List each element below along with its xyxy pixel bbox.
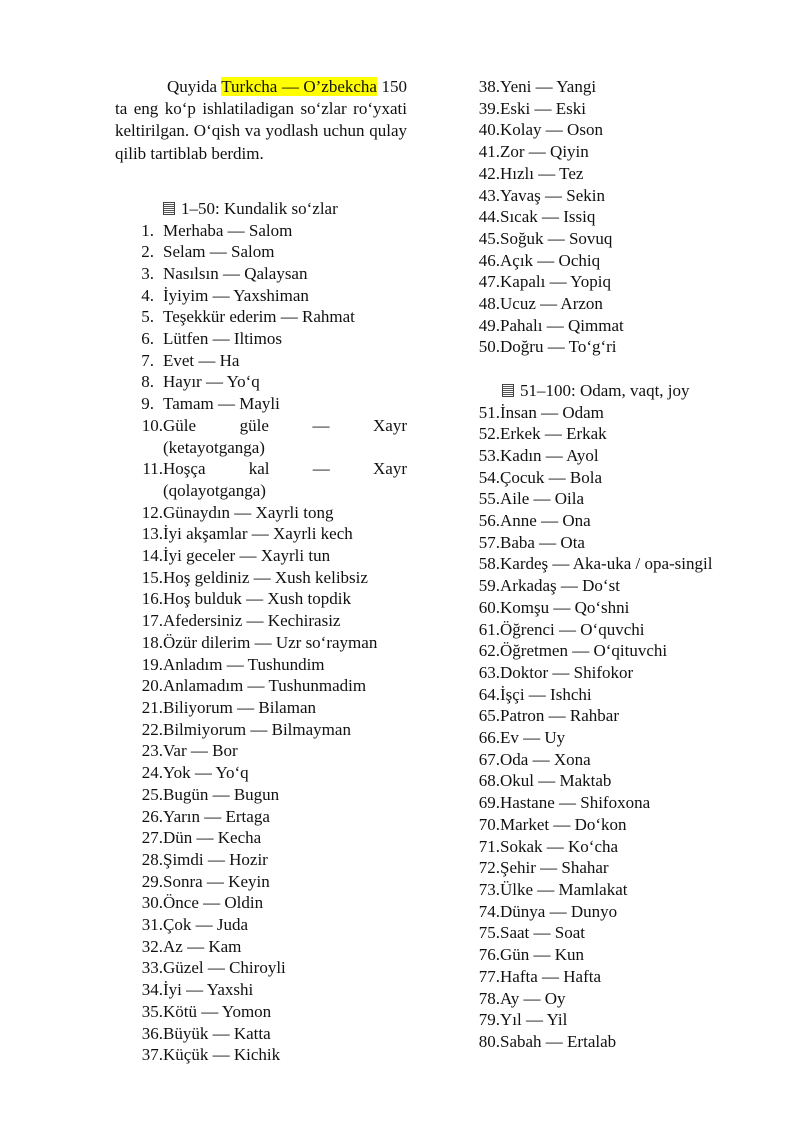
item-number: 42. <box>478 163 500 183</box>
list-item <box>115 415 407 458</box>
item-number: 28. <box>141 849 163 869</box>
item-text: Okul — Maktab <box>500 771 612 791</box>
item-text: Doktor — Shifokor <box>500 662 634 682</box>
item-text: Saat — Soat <box>500 923 585 943</box>
item-text: Hızlı — Tez <box>500 163 584 183</box>
list-item <box>476 1031 776 1053</box>
item-text: Ülke — Mamlakat <box>500 880 628 899</box>
item-text: Soğuk — Sovuq <box>500 228 613 248</box>
item-number: 10. <box>141 415 163 435</box>
list-item <box>476 445 776 467</box>
item-text: İyi — Yaxshi <box>163 980 254 1000</box>
section-heading-daily-words <box>115 198 407 220</box>
word-list-right-bottom <box>476 402 776 1053</box>
list-item <box>115 979 407 1001</box>
item-text: Çocuk — Bola <box>500 467 602 487</box>
section-heading-people-time-place <box>476 380 776 402</box>
item-text: Büyük — Katta <box>163 1023 271 1043</box>
list-item <box>476 488 776 510</box>
list-item <box>476 98 776 120</box>
item-text: Yavaş — Sekin <box>500 185 606 205</box>
item-number: 56. <box>478 511 500 531</box>
item-number: 66. <box>478 728 500 748</box>
item-number: 38. <box>478 77 500 96</box>
list-item <box>476 662 776 684</box>
list-item <box>115 957 407 979</box>
item-text: Kapalı — Yopiq <box>500 272 611 292</box>
list-item <box>115 806 407 828</box>
intro-lead-text: Quyida <box>167 77 222 96</box>
list-item <box>115 936 407 958</box>
item-text: Bilmiyorum — Bilmayman <box>163 719 351 739</box>
item-number: 6. <box>141 329 154 349</box>
item-number: 41. <box>478 142 500 162</box>
item-text: Küçük — Kichik <box>163 1045 281 1065</box>
item-text: Merhaba — Salom <box>163 220 293 240</box>
item-number: 3. <box>141 263 154 283</box>
item-text: Açık — Ochiq <box>500 250 601 270</box>
item-text: Öğrenci — O‘quvchi <box>500 619 645 639</box>
list-item <box>115 719 407 741</box>
item-number: 44. <box>478 207 500 227</box>
item-number: 36. <box>141 1023 163 1043</box>
item-text: Market — Do‘kon <box>500 814 627 834</box>
item-text: Sabah — Ertalab <box>500 1031 617 1051</box>
list-item <box>115 523 407 545</box>
word-list-right-top <box>476 76 776 358</box>
list-item <box>476 619 776 641</box>
item-text: Sıcak — Issiq <box>500 207 596 227</box>
item-text: Yıl — Yil <box>500 1010 568 1030</box>
item-text: Arkadaş — Do‘st <box>500 576 620 596</box>
item-number: 58. <box>478 554 500 574</box>
item-number: 63. <box>478 662 500 682</box>
list-item <box>476 792 776 814</box>
item-number: 48. <box>478 294 500 314</box>
list-item <box>476 944 776 966</box>
item-text: Teşekkür ederim — Rahmat <box>163 307 355 327</box>
item-text: Yeni — Yangi <box>500 77 597 96</box>
list-item <box>476 988 776 1010</box>
item-text: Çok — Juda <box>163 915 248 935</box>
list-item <box>476 532 776 554</box>
item-number: 31. <box>141 915 163 935</box>
item-number: 52. <box>478 424 500 444</box>
item-text-line: (ketayotganga) <box>163 437 265 457</box>
item-number: 45. <box>478 228 500 248</box>
list-item <box>476 597 776 619</box>
item-number: 15. <box>141 567 163 587</box>
item-text: Güzel — Chiroyli <box>163 958 286 978</box>
item-word: Xayr <box>373 459 407 479</box>
item-word: Xayr <box>373 415 407 435</box>
book-icon <box>163 202 175 215</box>
list-item <box>476 163 776 185</box>
list-item <box>115 654 407 676</box>
section-heading-text: 51–100: Odam, vaqt, joy <box>520 380 690 400</box>
list-item <box>115 632 407 654</box>
item-number: 17. <box>141 611 163 631</box>
list-item <box>476 814 776 836</box>
item-word: Hoşça <box>163 459 206 479</box>
list-item <box>115 762 407 784</box>
item-number: 27. <box>141 828 163 848</box>
list-item <box>476 185 776 207</box>
item-number: 78. <box>478 988 500 1008</box>
item-number: 73. <box>478 880 500 899</box>
item-number: 25. <box>141 784 163 804</box>
list-item <box>476 1009 776 1031</box>
item-number: 35. <box>141 1001 163 1021</box>
item-word: güle <box>239 415 269 435</box>
list-item <box>115 827 407 849</box>
list-item <box>476 836 776 858</box>
item-text: Ucuz — Arzon <box>500 294 603 314</box>
item-number: 65. <box>478 706 500 726</box>
list-item <box>115 610 407 632</box>
list-item <box>115 1023 407 1045</box>
item-number: 62. <box>478 641 500 661</box>
list-item <box>476 857 776 879</box>
item-number: 24. <box>141 763 163 783</box>
item-text: Erkek — Erkak <box>500 424 607 444</box>
item-number: 60. <box>478 597 500 617</box>
item-number: 22. <box>141 719 163 739</box>
list-item <box>476 922 776 944</box>
item-number: 12. <box>141 502 163 522</box>
item-text: Şehir — Shahar <box>500 858 609 878</box>
left-column <box>115 76 407 1066</box>
item-number: 43. <box>478 185 500 205</box>
item-number: 1. <box>141 220 154 240</box>
item-text: Patron — Rahbar <box>500 706 619 726</box>
item-number: 79. <box>478 1010 500 1030</box>
word-list-left <box>115 220 407 1066</box>
item-number: 80. <box>478 1031 500 1051</box>
item-text: Az — Kam <box>163 936 242 956</box>
list-item <box>115 914 407 936</box>
item-number: 50. <box>478 337 500 357</box>
item-text: İyi akşamlar — Xayrli kech <box>163 524 353 544</box>
item-number: 49. <box>478 315 500 335</box>
item-word: — <box>312 415 330 435</box>
item-number: 9. <box>141 394 154 414</box>
list-item <box>115 393 407 415</box>
item-text: Pahalı — Qimmat <box>500 315 624 335</box>
list-item <box>115 285 407 307</box>
list-item <box>115 697 407 719</box>
item-number: 29. <box>141 871 163 891</box>
item-number: 68. <box>478 771 500 791</box>
list-item <box>115 1044 407 1066</box>
list-item <box>476 315 776 337</box>
item-number: 30. <box>141 893 163 913</box>
list-item <box>476 684 776 706</box>
item-text-line <box>163 415 407 437</box>
item-text: Yarın — Ertaga <box>163 806 270 826</box>
item-word: — <box>312 459 330 479</box>
item-number: 21. <box>141 697 163 717</box>
list-item <box>476 402 776 424</box>
item-text: Kötü — Yomon <box>163 1001 272 1021</box>
item-text: Hoş bulduk — Xush topdik <box>163 589 351 609</box>
item-number: 71. <box>478 836 500 856</box>
item-text: Şimdi — Hozir <box>163 849 268 869</box>
list-item <box>115 306 407 328</box>
list-item <box>476 727 776 749</box>
item-number: 8. <box>141 372 154 392</box>
list-item <box>115 588 407 610</box>
item-text: Biliyorum — Bilaman <box>163 697 316 717</box>
item-text-line <box>163 458 407 480</box>
intro-body-text: 150 ta eng ko‘p ishlatiladigan so‘zlar ro‘yxati keltirilgan. O‘qish va yodlash uchun qulay qilib tartiblab berdim. <box>115 77 407 163</box>
item-text: Var — Bor <box>163 741 238 761</box>
item-text: Hayır — Yo‘q <box>163 372 260 392</box>
item-number: 46. <box>478 250 500 270</box>
item-text: Selam — Salom <box>163 242 275 262</box>
item-number: 40. <box>478 120 500 140</box>
item-text: İyi geceler — Xayrli tun <box>163 546 331 566</box>
item-number: 23. <box>141 741 163 761</box>
item-text: Kardeş — Aka-uka / opa-singil <box>500 554 713 574</box>
item-number: 75. <box>478 923 500 943</box>
item-text: Bugün — Bugun <box>163 784 280 804</box>
item-number: 34. <box>141 980 163 1000</box>
item-text: Gün — Kun <box>500 945 585 965</box>
item-text: Hafta — Hafta <box>500 966 602 986</box>
item-number: 16. <box>141 589 163 609</box>
list-item <box>115 892 407 914</box>
list-item <box>476 467 776 489</box>
item-number: 70. <box>478 814 500 834</box>
section-heading-text: 1–50: Kundalik so‘zlar <box>181 198 338 218</box>
item-text: Aile — Oila <box>500 489 585 509</box>
item-number: 51. <box>478 402 500 422</box>
list-item <box>115 784 407 806</box>
item-number: 14. <box>141 546 163 566</box>
item-text: Öğretmen — O‘qituvchi <box>500 641 668 661</box>
item-text: Anne — Ona <box>500 511 591 531</box>
list-item <box>476 575 776 597</box>
item-text: Zor — Qiyin <box>500 142 589 162</box>
item-number: 39. <box>478 98 500 118</box>
item-text: Komşu — Qo‘shni <box>500 597 630 617</box>
item-number: 20. <box>141 676 163 696</box>
item-number: 59. <box>478 576 500 596</box>
item-text: Afedersiniz — Kechirasiz <box>163 611 341 631</box>
item-number: 5. <box>141 307 154 327</box>
item-number: 47. <box>478 272 500 292</box>
list-item <box>115 502 407 524</box>
item-number: 57. <box>478 532 500 552</box>
item-text: Kolay — Oson <box>500 120 603 140</box>
list-item <box>476 966 776 988</box>
item-text: Ay — Oy <box>500 988 566 1008</box>
item-number: 2. <box>141 242 154 262</box>
list-item <box>476 250 776 272</box>
list-item <box>115 849 407 871</box>
item-number: 11. <box>142 459 163 479</box>
list-item <box>476 423 776 445</box>
list-item <box>476 510 776 532</box>
item-text: Nasılsın — Qalaysan <box>163 263 308 283</box>
item-text: Lütfen — Iltimos <box>163 329 282 349</box>
item-text: Oda — Xona <box>500 749 591 769</box>
item-text: Dün — Kecha <box>163 828 262 848</box>
intro-highlighted-text: Turkcha — O’zbekcha <box>221 77 377 96</box>
list-item <box>115 371 407 393</box>
list-item <box>476 901 776 923</box>
item-number: 33. <box>141 958 163 978</box>
item-number: 7. <box>141 350 154 370</box>
item-number: 13. <box>141 524 163 544</box>
item-number: 67. <box>478 749 500 769</box>
item-number: 61. <box>478 619 500 639</box>
list-item <box>476 640 776 662</box>
item-text: Sonra — Keyin <box>163 871 270 891</box>
list-item <box>115 740 407 762</box>
list-item <box>115 328 407 350</box>
list-item <box>115 871 407 893</box>
list-item <box>476 336 776 358</box>
item-text <box>163 458 407 501</box>
item-text: İnsan — Odam <box>500 402 604 422</box>
list-item <box>115 241 407 263</box>
item-text: İşçi — Ishchi <box>500 684 592 704</box>
item-number: 32. <box>141 936 163 956</box>
item-number: 55. <box>478 489 500 509</box>
item-number: 77. <box>478 966 500 986</box>
list-item <box>476 119 776 141</box>
list-item <box>476 141 776 163</box>
item-text: Doğru — To‘g‘ri <box>500 337 617 357</box>
item-text: Anlamadım — Tushunmadim <box>163 676 367 696</box>
item-word: kal <box>248 459 270 479</box>
item-text: Kadın — Ayol <box>500 445 599 465</box>
item-text: Hoş geldiniz — Xush kelibsiz <box>163 567 368 587</box>
item-text: Ev — Uy <box>500 728 566 748</box>
list-item <box>476 293 776 315</box>
item-number: 18. <box>141 632 163 652</box>
item-text: Önce — Oldin <box>163 893 264 913</box>
item-text: Eski — Eski <box>500 98 586 118</box>
item-number: 74. <box>478 901 500 921</box>
item-text: Anladım — Tushundim <box>163 654 325 674</box>
item-number: 64. <box>478 684 500 704</box>
list-item <box>115 458 407 501</box>
book-icon <box>502 384 514 397</box>
item-number: 26. <box>141 806 163 826</box>
item-number: 4. <box>141 285 154 305</box>
list-item <box>476 76 776 98</box>
item-number: 69. <box>478 793 500 813</box>
item-word: Güle <box>163 415 197 435</box>
list-item <box>476 271 776 293</box>
list-item <box>115 675 407 697</box>
list-item <box>115 545 407 567</box>
list-item <box>115 220 407 242</box>
item-text: Yok — Yo‘q <box>163 763 249 783</box>
list-item <box>115 567 407 589</box>
list-item <box>476 228 776 250</box>
item-text: Hastane — Shifoxona <box>500 793 651 813</box>
list-item <box>476 705 776 727</box>
item-text: İyiyim — Yaxshiman <box>163 285 309 305</box>
list-item <box>115 1001 407 1023</box>
right-column <box>476 76 776 1053</box>
list-item <box>476 770 776 792</box>
intro-paragraph <box>115 76 407 165</box>
list-item <box>476 749 776 771</box>
item-number: 37. <box>141 1045 163 1065</box>
item-text: Tamam — Mayli <box>163 394 280 414</box>
list-item <box>115 350 407 372</box>
item-number: 53. <box>478 445 500 465</box>
list-item <box>476 879 776 901</box>
item-text-line: (qolayotganga) <box>163 480 266 500</box>
item-number: 19. <box>141 654 163 674</box>
item-text: Baba — Ota <box>500 532 585 552</box>
item-number: 72. <box>478 858 500 878</box>
list-item <box>476 553 776 575</box>
item-text <box>163 415 407 458</box>
item-text: Sokak — Ko‘cha <box>500 836 619 856</box>
item-text: Günaydın — Xayrli tong <box>163 502 334 522</box>
item-text: Özür dilerim — Uzr so‘rayman <box>163 632 378 652</box>
item-text: Evet — Ha <box>163 350 240 370</box>
list-item <box>115 263 407 285</box>
item-number: 54. <box>478 467 500 487</box>
item-number: 76. <box>478 945 500 965</box>
item-text: Dünya — Dunyo <box>500 901 618 921</box>
list-item <box>476 206 776 228</box>
